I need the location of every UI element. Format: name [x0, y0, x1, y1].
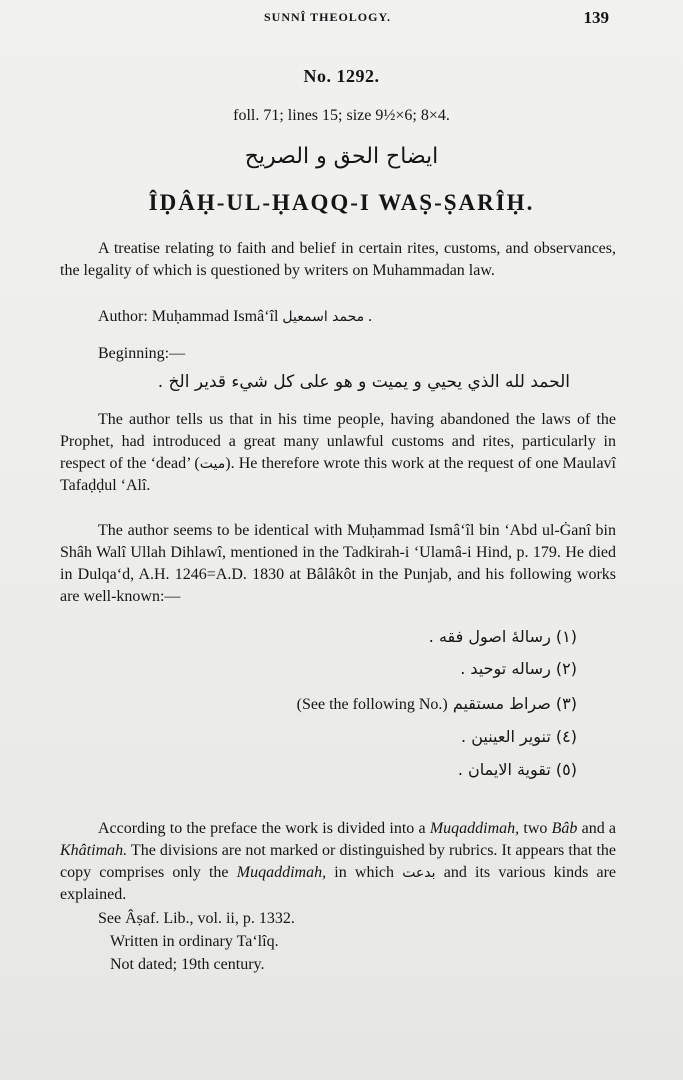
para2-text-before: The author tells us that in his time people, having abandoned the laws of the Prophet, had introduced a great many unlawful customs and rites, particularly in respect of the ‘dead’ (: [60, 411, 616, 472]
author-end: .: [368, 308, 373, 325]
work-number: (٥): [555, 760, 577, 779]
work-title: صراط مستقيم: [452, 694, 551, 713]
text-run: and its various kinds are explained.: [60, 864, 617, 903]
author-label: Author: Muḥammad Ismâ‘îl: [98, 308, 279, 325]
italic-term: Muqaddimah,: [236, 864, 327, 881]
italic-term: Bâb: [551, 820, 578, 837]
beginning-arabic-text: الحمد لله الذي يحيي و يميت و هو على كل شيء قدير الخ .: [157, 372, 570, 392]
work-number: (٤): [555, 727, 577, 746]
beginning-label: Beginning:—: [98, 345, 186, 362]
text-run: According to the preface the work is divided into a: [98, 820, 430, 837]
para2-text-after: ). He therefore wrote this work at the request of one Maulavî Tafaḍḍul ‘Alî.: [60, 455, 616, 494]
work-item: [289, 689, 577, 719]
work-item: [461, 722, 577, 752]
date-line: Not dated; 19th century.: [110, 956, 265, 973]
text-run: in which: [326, 864, 403, 881]
para2-arabic: ميت: [199, 456, 226, 472]
text-run: and a: [577, 820, 617, 837]
work-number: (٣): [555, 694, 577, 713]
page-number: 139: [583, 8, 609, 27]
transliterated-title: ÎḌÂḤ-UL-ḤAQQ-I WAṢ-ṢARÎḤ.: [148, 190, 535, 215]
italic-term: Muqaddimah,: [429, 820, 520, 837]
description-paragraph: A treatise relating to faith and belief in certain rites, customs, and observances, the legality of which is questioned by writers on Muhammadan law.: [60, 240, 616, 279]
work-title: تنوير العينين .: [461, 727, 551, 746]
work-title: رساله توحيد .: [460, 659, 551, 678]
author-arabic: محمد اسمعيل: [282, 309, 365, 325]
running-title: SUNNÎ THEOLOGY.: [264, 10, 392, 24]
reference-line: See Âṣaf. Lib., vol. ii, p. 1332.: [98, 910, 295, 927]
author-line: [98, 306, 372, 328]
author-context-paragraph: [60, 409, 616, 497]
arabic-title: ايضاح الحق و الصريح: [244, 144, 439, 169]
arabic-term: بدعت: [402, 865, 436, 881]
work-number: (١): [555, 627, 577, 646]
text-run: The divisions are not marked or distinguished by rubrics. It appears that the copy comprises only the: [60, 842, 616, 881]
work-title: رسالهٔ اصول فقه .: [428, 627, 551, 646]
work-note: (See the following No.): [296, 696, 448, 713]
work-item: [458, 755, 577, 785]
work-number: (٢): [555, 659, 577, 678]
text-run: two: [519, 820, 552, 837]
entry-number: No. 1292.: [303, 66, 380, 86]
folio-description: foll. 71; lines 15; size 9½×6; 8×4.: [233, 107, 450, 124]
script-line: Written in ordinary Ta‘lîq.: [110, 933, 279, 950]
work-item: [429, 622, 577, 652]
work-title: تقوية الايمان .: [457, 760, 551, 779]
italic-term: Khâtimah.: [60, 842, 128, 859]
identity-paragraph: The author seems to be identical with Muḥammad Ismâ‘îl bin ‘Abd ul-Ġanî bin Shâh Walî Ullah Dihlawî, mentioned in the Tadkirah-i ‘Ulamâ-i Hind, p. 179. He died in Dulqa‘d, A.H. 1246=A.D. 1830 at Bâlâkôt in the Punjab, and his following works are well-known:—: [60, 522, 616, 605]
work-item: [460, 654, 577, 684]
preface-paragraph: [60, 818, 616, 906]
